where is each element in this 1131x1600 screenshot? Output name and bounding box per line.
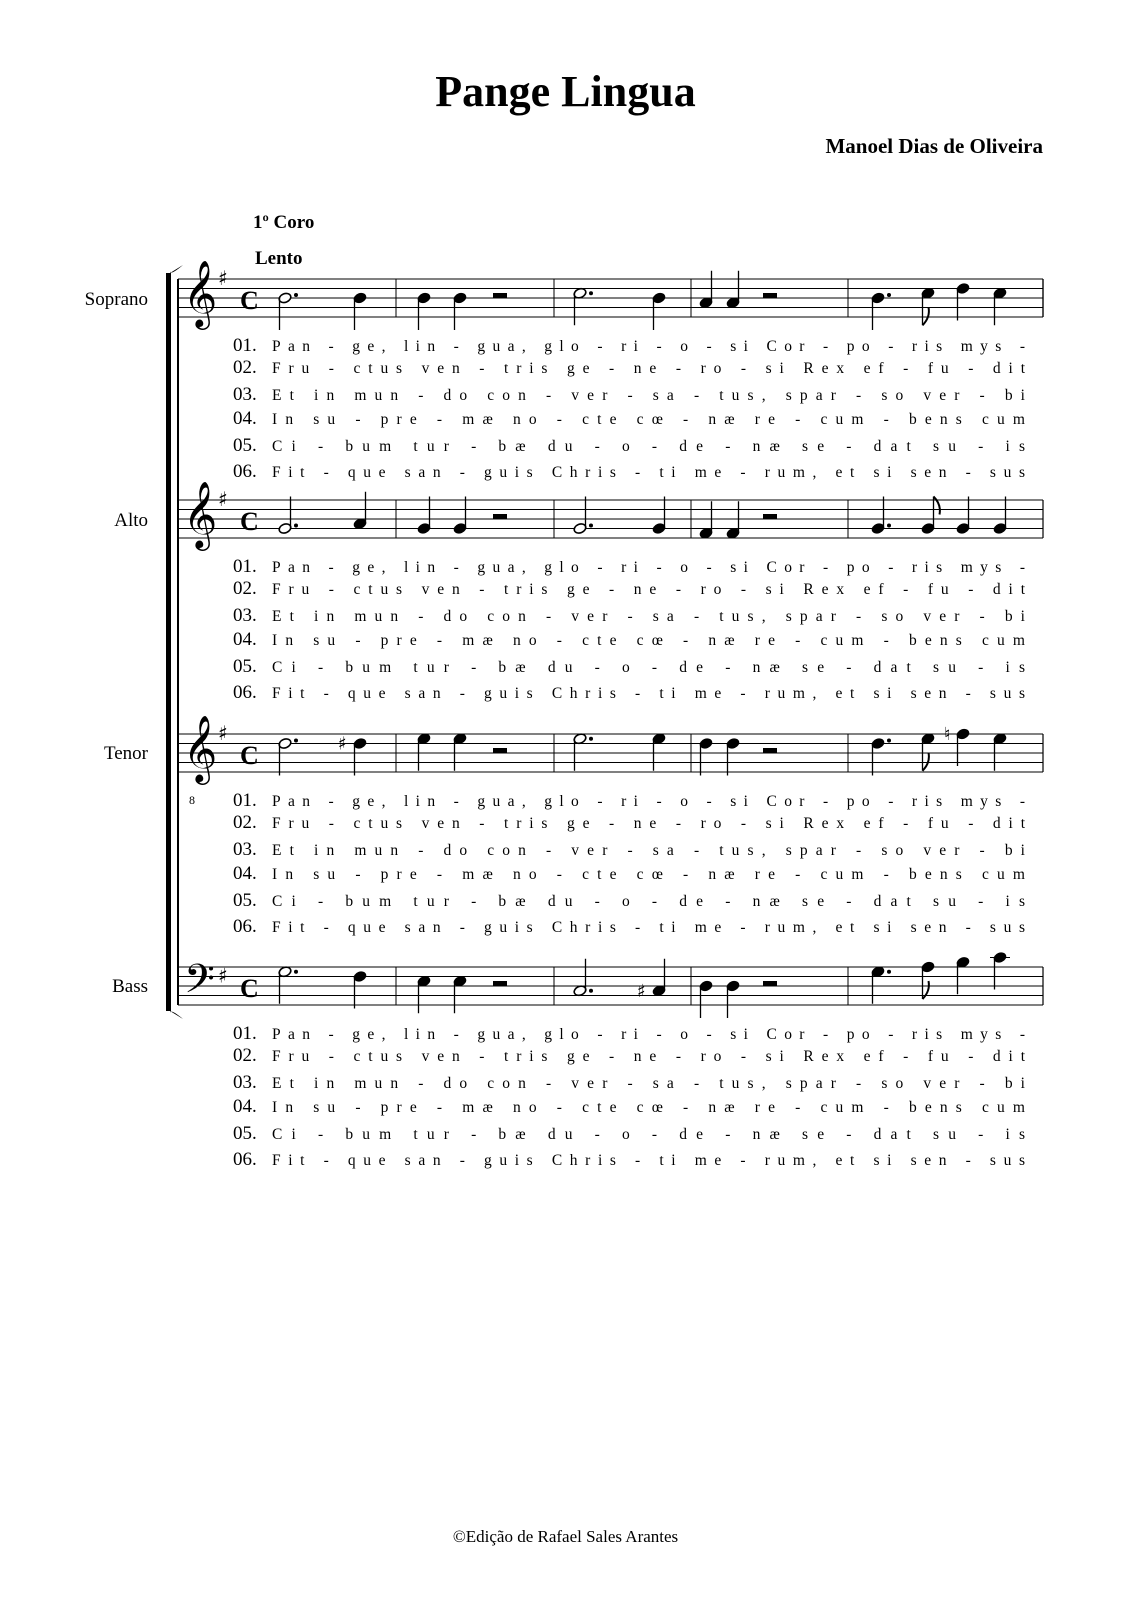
staff-alto xyxy=(178,480,1043,703)
verse-number: 05. xyxy=(233,435,257,456)
bracket-top xyxy=(170,265,183,273)
augmentation-dot xyxy=(589,989,593,993)
bracket-bottom xyxy=(170,1011,183,1019)
bracket-line xyxy=(166,273,171,1011)
verse-number: 02. xyxy=(233,812,257,833)
verse-lyric-line: Pan - ge, lin - gua, glo - ri - o - si Cor - po - ris mys - xyxy=(272,338,1025,355)
verse-number: 02. xyxy=(233,578,257,599)
verse-number: 02. xyxy=(233,1045,257,1066)
verse-lyric-line: Et in mun - do con - ver - sa - tus, spar - so ver - bi xyxy=(272,1075,1025,1092)
verse-number: 03. xyxy=(233,1072,257,1093)
verse-lyric-line: Fru - ctus ven - tris ge - ne - ro - si Rex ef - fu - dit xyxy=(272,360,1025,377)
verse-number: 01. xyxy=(233,1023,257,1044)
staff-bass xyxy=(178,951,1043,1170)
composer-name: Manoel Dias de Oliveira xyxy=(825,134,1043,158)
verse-number: 05. xyxy=(233,890,257,911)
verse-lyric-line: Ci - bum tur - bæ du - o - de - næ se - dat su - is xyxy=(272,1126,1026,1143)
time-signature-c-icon: C xyxy=(240,974,259,1003)
eighth-flag-icon xyxy=(923,307,929,325)
half-rest-icon xyxy=(763,293,777,298)
verse-lyric-line: Pan - ge, lin - gua, glo - ri - o - si Cor - po - ris mys - xyxy=(272,1026,1025,1043)
half-rest-icon xyxy=(763,981,777,986)
treble-clef-icon: 𝄞 xyxy=(183,714,218,782)
treble-clef-icon: 𝄞 xyxy=(183,259,218,327)
bass-clef-icon: 𝄢 xyxy=(184,956,215,1012)
verse-number: 06. xyxy=(233,916,257,937)
verse-lyric-line: Fit - que san - guis Chris - ti me - rum, et si sen - sus xyxy=(272,464,1025,481)
verse-number: 01. xyxy=(233,790,257,811)
verse-lyric-line: Pan - ge, lin - gua, glo - ri - o - si Cor - po - ris mys - xyxy=(272,793,1025,810)
verse-lyric-line: Fit - que san - guis Chris - ti me - rum, et si sen - sus xyxy=(272,919,1025,936)
verse-lyric-line: Pan - ge, lin - gua, glo - ri - o - si Cor - po - ris mys - xyxy=(272,559,1025,576)
verse-lyric-line: Ci - bum tur - bæ du - o - de - næ se - dat su - is xyxy=(272,438,1026,455)
verse-number: 04. xyxy=(233,863,257,884)
eighth-flag-icon xyxy=(923,753,929,771)
part-label-tenor: Tenor xyxy=(103,743,148,764)
half-rest-icon xyxy=(493,981,507,986)
verse-number: 04. xyxy=(233,1096,257,1117)
verse-number: 06. xyxy=(233,682,257,703)
verse-lyric-line: Fru - ctus ven - tris ge - ne - ro - si Rex ef - fu - dit xyxy=(272,581,1025,598)
verse-number: 01. xyxy=(233,556,257,577)
part-label-bass: Bass xyxy=(112,976,148,997)
verse-number: 05. xyxy=(233,1123,257,1144)
half-rest-icon xyxy=(493,293,507,298)
half-rest-icon xyxy=(763,514,777,519)
eighth-flag-icon xyxy=(934,497,940,515)
verse-number: 03. xyxy=(233,384,257,405)
verse-number: 06. xyxy=(233,1149,257,1170)
verse-lyric-line: In su - pre - mæ no - cte cœ - næ re - cum - bens cum xyxy=(272,1099,1025,1116)
augmentation-dot xyxy=(887,524,891,528)
staff-soprano xyxy=(178,259,1043,482)
verse-number: 05. xyxy=(233,656,257,677)
verse-lyric-line: Fit - que san - guis Chris - ti me - rum, et si sen - sus xyxy=(272,685,1025,702)
augmentation-dot xyxy=(589,291,593,295)
key-sharp-icon: ♯ xyxy=(218,721,228,745)
verse-number: 06. xyxy=(233,461,257,482)
key-sharp-icon: ♯ xyxy=(218,963,228,988)
half-rest-icon xyxy=(493,748,507,753)
augmentation-dot xyxy=(294,524,298,528)
section-label: 1º Coro xyxy=(253,212,315,233)
natural-accidental-icon: ♮ xyxy=(944,724,951,745)
augmentation-dot xyxy=(589,737,593,741)
verse-lyric-line: In su - pre - mæ no - cte cœ - næ re - cum - bens cum xyxy=(272,411,1025,428)
verse-number: 04. xyxy=(233,629,257,650)
verse-lyric-line: Fru - ctus ven - tris ge - ne - ro - si Rex ef - fu - dit xyxy=(272,815,1025,832)
verse-number: 04. xyxy=(233,408,257,429)
key-sharp-icon: ♯ xyxy=(218,487,228,511)
key-sharp-icon: ♯ xyxy=(218,266,228,290)
verse-lyric-line: Et in mun - do con - ver - sa - tus, spar - so ver - bi xyxy=(272,608,1025,625)
part-label-alto: Alto xyxy=(114,510,148,531)
verse-number: 03. xyxy=(233,605,257,626)
verse-lyric-line: In su - pre - mæ no - cte cœ - næ re - cum - bens cum xyxy=(272,866,1025,883)
augmentation-dot xyxy=(294,970,298,974)
verse-lyric-line: Ci - bum tur - bæ du - o - de - næ se - dat su - is xyxy=(272,659,1026,676)
augmentation-dot xyxy=(887,739,891,743)
verse-number: 01. xyxy=(233,335,257,356)
octave-eight-icon: 8 xyxy=(189,793,195,807)
eighth-flag-icon xyxy=(923,981,929,999)
augmentation-dot xyxy=(294,293,298,297)
staff-tenor xyxy=(178,714,1043,937)
copyright-footer: ©Edição de Rafael Sales Arantes xyxy=(452,1527,679,1546)
verse-number: 02. xyxy=(233,357,257,378)
verse-lyric-line: Fit - que san - guis Chris - ti me - rum, et si sen - sus xyxy=(272,1152,1025,1169)
half-rest-icon xyxy=(493,514,507,519)
verse-lyric-line: Fru - ctus ven - tris ge - ne - ro - si Rex ef - fu - dit xyxy=(272,1048,1025,1065)
time-signature-c-icon: C xyxy=(240,507,259,536)
augmentation-dot xyxy=(887,293,891,297)
verse-lyric-line: Et in mun - do con - ver - sa - tus, spar - so ver - bi xyxy=(272,842,1025,859)
time-signature-c-icon: C xyxy=(240,286,259,315)
sharp-accidental-icon: ♯ xyxy=(338,733,347,755)
verse-lyric-line: In su - pre - mæ no - cte cœ - næ re - cum - bens cum xyxy=(272,632,1025,649)
sharp-accidental-icon: ♯ xyxy=(637,980,646,1002)
page-title: Pange Lingua xyxy=(435,67,696,116)
augmentation-dot xyxy=(589,524,593,528)
verse-lyric-line: Et in mun - do con - ver - sa - tus, spar - so ver - bi xyxy=(272,387,1025,404)
treble-clef-icon: 𝄞 xyxy=(183,480,218,548)
verse-number: 03. xyxy=(233,839,257,860)
verse-lyric-line: Ci - bum tur - bæ du - o - de - næ se - dat su - is xyxy=(272,893,1026,910)
part-label-soprano: Soprano xyxy=(84,289,148,310)
augmentation-dot xyxy=(887,970,891,974)
augmentation-dot xyxy=(294,739,298,743)
time-signature-c-icon: C xyxy=(240,741,259,770)
half-rest-icon xyxy=(763,748,777,753)
tempo-marking: Lento xyxy=(255,248,303,269)
